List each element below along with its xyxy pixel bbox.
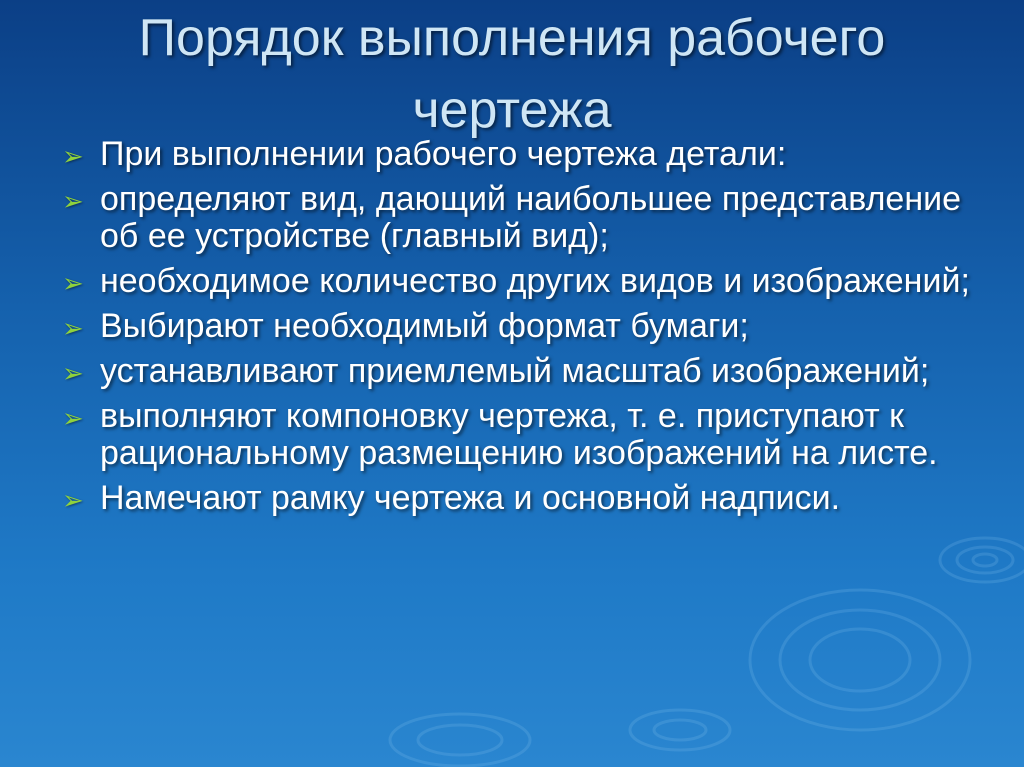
slide-title bbox=[40, 2, 984, 146]
bullet-item-5 bbox=[60, 353, 980, 390]
arrow-bullet-icon: ➢ bbox=[62, 141, 84, 171]
bullet-item-1 bbox=[60, 136, 980, 173]
bullet-text: При выполнении рабочего чертежа детали: bbox=[100, 135, 787, 173]
arrow-bullet-icon: ➢ bbox=[62, 268, 84, 298]
bullet-text: определяют вид, дающий наибольшее представление об ее устройстве (главный вид); bbox=[100, 180, 962, 255]
slide-title-line-2: чертежа bbox=[412, 81, 612, 139]
bullet-text: необходимое количество других видов и изображений; bbox=[100, 262, 970, 300]
slide-title-line-1: Порядок выполнения рабочего bbox=[138, 9, 886, 67]
bullet-item-7 bbox=[60, 480, 980, 517]
arrow-bullet-icon: ➢ bbox=[62, 186, 84, 216]
bullet-item-4 bbox=[60, 308, 980, 345]
arrow-bullet-icon: ➢ bbox=[62, 403, 84, 433]
bullet-text: Намечают рамку чертежа и основной надписи. bbox=[100, 479, 841, 517]
bullet-item-3 bbox=[60, 263, 980, 300]
arrow-bullet-icon: ➢ bbox=[62, 313, 84, 343]
bullet-text: устанавливают приемлемый масштаб изображений; bbox=[100, 352, 930, 390]
bullet-text: выполняют компоновку чертежа, т. е. приступают к рациональному размещению изображений на листе. bbox=[100, 397, 938, 472]
bullet-text: Выбирают необходимый формат бумаги; bbox=[100, 307, 749, 345]
bullet-list bbox=[60, 136, 980, 525]
arrow-bullet-icon: ➢ bbox=[62, 358, 84, 388]
bullet-item-2 bbox=[60, 181, 980, 255]
arrow-bullet-icon: ➢ bbox=[62, 485, 84, 515]
bullet-item-6 bbox=[60, 398, 980, 472]
